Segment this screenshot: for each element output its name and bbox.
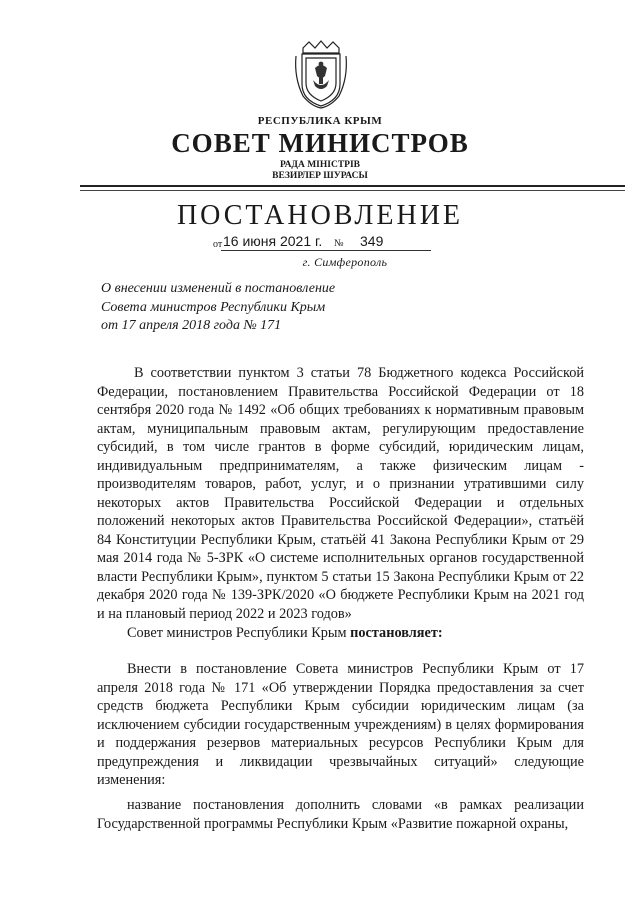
date-number-underline: [221, 250, 431, 251]
resolution-paragraph: [97, 624, 584, 643]
subject-line: Совета министров Республики Крым: [101, 299, 326, 315]
amendment-item-paragraph: название постановления дополнить словами «в рамках реализации Государственной программы Республики Крым «Развитие пожарной охраны,: [97, 797, 584, 832]
subject-line: от 17 апреля 2018 года № 171: [101, 318, 282, 333]
document-number: 349: [360, 233, 384, 249]
number-prefix: №: [334, 238, 344, 249]
header-divider-thick: [80, 185, 625, 187]
document-city: г. Симферополь: [302, 255, 388, 269]
document-date: 16 июня 2021 г.: [223, 233, 323, 249]
header-divider-thin: [80, 190, 625, 191]
rada-title: РАДА МІНІСТРІВ: [279, 160, 360, 170]
coat-of-arms-emblem: [293, 40, 349, 110]
date-prefix: от: [213, 239, 223, 250]
amendment-paragraph: Внести в постановление Совета министров Республики Крым от 17 апреля 2018 года № 171 «Об утверждении Порядка предоставления за счет средств бюджета Республики Крым субсидии юридическим лицам (за исключением субсидии государственным учреждениям) в целях формирования и поддержания резервов материальных ресурсов Республики Крым для предупреждения и ликвидации чрезвычайных ситуаций» следующие изменения:: [97, 661, 584, 788]
council-title: СОВЕТ МИНИСТРОВ: [171, 128, 469, 158]
resolution-lead: Совет министров Республики Крым: [127, 625, 347, 641]
document-type-title: ПОСТАНОВЛЕНИЕ: [176, 200, 464, 231]
republic-title: РЕСПУБЛИКА КРЫМ: [257, 115, 383, 127]
document-subject: [101, 280, 431, 336]
vezirler-title: ВЕЗИРЛЕР ШУРАСЫ: [272, 171, 368, 181]
date-number-line: [213, 233, 431, 255]
preamble-paragraph: В соответствии пунктом 3 статьи 78 Бюджетного кодекса Российской Федерации, постановлением Правительства Российской Федерации от 18 сентября 2020 года № 1492 «Об общих требованиях к нормативным правовым актам, муниципальным правовым актам, регулирующим предоставление субсидий, в том числе грантов в форме субсидий, юридическим лицам, индивидуальным предпринимателям, а также физическим лицам - производителям товаров, работ, услуг, и о признании утратившими силу некоторых актов Правительства Российской Федерации и отдельных положений некоторых актов Правительства Российской Федерации», статьёй 84 Конституции Республики Крым, статьёй 41 Закона Республики Крым от 29 мая 2014 года № 5-ЗРК «О системе исполнительных органов государственной власти Республики Крым», пунктом 5 статьи 15 Закона Республики Крым от 22 декабря 2020 года № 139-ЗРК/2020 «О бюджете Республики Крым на 2021 год и на плановый период 2022 и 2023 годов»: [97, 365, 584, 622]
resolution-verb: постановляет:: [350, 625, 443, 641]
subject-line: О внесении изменений в постановление: [101, 281, 336, 296]
